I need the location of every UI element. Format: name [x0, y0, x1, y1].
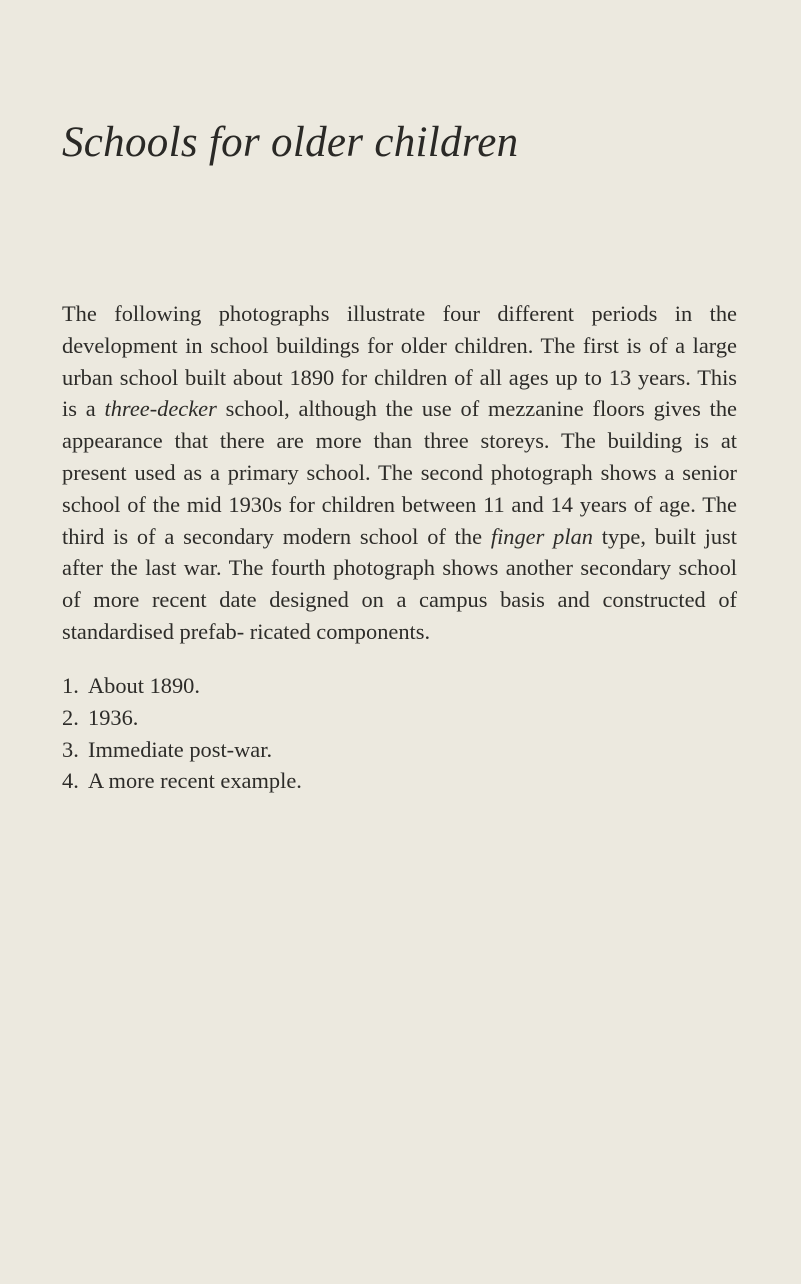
list-text: 1936.: [88, 704, 139, 730]
paragraph-text-1: The following photographs illustrate four different periods in the development in school buildings for older children. The first is of a large urban school built about 1890 for children of all ages up to 13 years. This is a: [62, 301, 737, 422]
page-title: Schools for older children: [62, 119, 519, 166]
paragraph-text-3: type, built just after the last war. The fourth photograph shows another secondary school of more recent date designed on a campus basis and constructed of standardised prefab- ricated components.: [62, 523, 737, 644]
photo-period-list: [62, 670, 302, 797]
list-item: [62, 670, 302, 702]
list-item: [62, 765, 302, 797]
list-text: A more recent example.: [88, 768, 302, 794]
list-text: About 1890.: [88, 673, 200, 698]
paragraph-text-2: school, although the use of mezzanine floors gives the appearance that there are more than three storeys. The building is at present used as a primary school. The second photograph shows a senior school of the mid 1930s for children between 11 and 14 years of age. The third is of a secondary modern school of the: [62, 396, 737, 549]
intro-paragraph: [62, 298, 737, 648]
list-item: [62, 734, 302, 766]
list-number: 3.: [62, 736, 79, 762]
list-number: 2.: [62, 704, 79, 730]
list-text: Immediate post-war.: [88, 736, 273, 762]
term-three-decker: three-decker: [104, 396, 217, 422]
term-finger-plan: finger plan: [490, 523, 593, 549]
list-number: 1.: [62, 673, 79, 698]
list-number: 4.: [62, 768, 79, 794]
list-item: [62, 702, 302, 734]
